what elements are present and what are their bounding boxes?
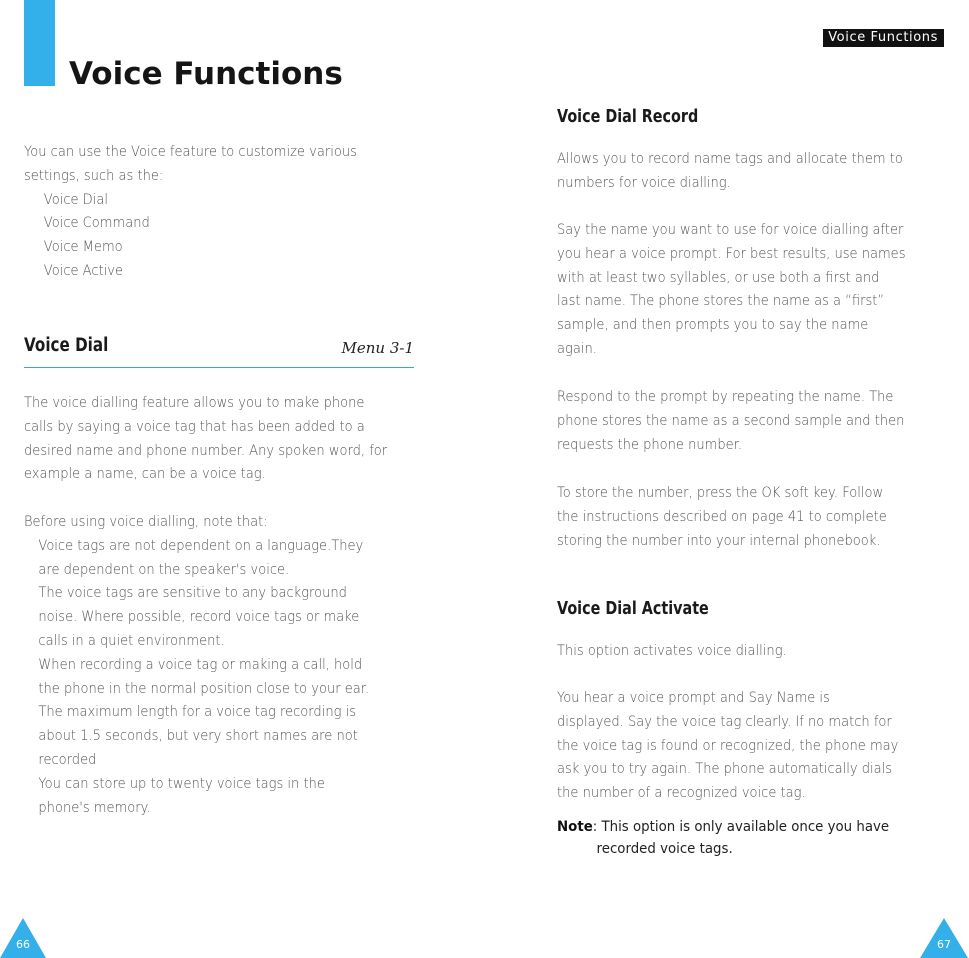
feature-item-voice-memo: Voice Memo — [43, 239, 123, 256]
paragraph-line: You hear a voice prompt and Say Name is — [557, 690, 830, 706]
paragraph-line: To store the number, press the OK soft key. Follow — [557, 485, 884, 501]
title-accent-bar — [24, 0, 55, 86]
note-block — [557, 816, 947, 860]
paragraph-line: desired name and phone number. Any spoken word, for — [24, 442, 388, 459]
right-page-number: 67 — [937, 938, 951, 951]
paragraph-line: ask you to try again. The phone automatically dials — [557, 761, 893, 778]
voice-dial-activate-para1 — [557, 640, 947, 664]
paragraph-line: storing the number into your internal phonebook. — [557, 532, 881, 549]
voice-dial-record-para2 — [557, 219, 947, 362]
voice-dial-record-para3 — [557, 386, 947, 457]
paragraph-line: numbers for voice dialling. — [557, 174, 731, 191]
feature-item-voice-command: Voice Command — [43, 215, 150, 232]
bullet-line: the phone in the normal position close to your ear. — [38, 680, 370, 697]
paragraph-line: the instructions described on page 41 to complete — [557, 508, 887, 525]
bullet-line: noise. Where possible, record voice tags or make — [38, 609, 360, 626]
section-divider — [24, 367, 414, 368]
note-line-2: recorded voice tags. — [596, 841, 733, 857]
bullet-line: When recording a voice tag or making a call, hold — [38, 656, 363, 673]
note-line-1 — [557, 816, 916, 838]
voice-dial-record-heading — [557, 107, 947, 127]
bullet-line: You can store up to twenty voice tags in the — [38, 775, 325, 792]
bullet-line: calls in a quiet environment. — [38, 632, 225, 649]
voice-dial-activate-heading — [557, 599, 947, 619]
intro-section — [24, 141, 414, 284]
subsection-title-voice-dial-activate: Voice Dial Activate — [557, 599, 709, 619]
paragraph-line: This option activates voice dialling. — [557, 643, 787, 659]
notes-intro: Before using voice dialling, note that: — [24, 514, 268, 530]
paragraph-line: the number of a recognized voice tag. — [557, 785, 806, 802]
paragraph-line: last name. The phone stores the name as a “first” — [557, 293, 885, 310]
left-page-number: 66 — [16, 938, 30, 951]
bullet-line: The voice tags are sensitive to any background — [38, 585, 347, 602]
paragraph-line: with at least two syllables, or use both a first and — [557, 269, 880, 286]
subsection-title-voice-dial-record: Voice Dial Record — [557, 107, 699, 127]
paragraph-line: Allows you to record name tags and allocate them to — [557, 151, 903, 167]
note-label: Note — [557, 819, 593, 835]
bullet-line: phone's memory. — [38, 799, 151, 816]
intro-line: settings, such as the: — [24, 167, 164, 184]
bullet-line: recorded — [38, 751, 97, 768]
menu-reference: Menu 3-1 — [341, 339, 414, 357]
note-text: : This option is only available once you have — [592, 819, 890, 835]
paragraph-line: Respond to the prompt by repeating the name. The — [557, 389, 894, 405]
running-header: Voice Functions — [823, 29, 944, 47]
paragraph-line: sample, and then prompts you to say the name — [557, 317, 869, 334]
paragraph-line: displayed. Say the voice tag clearly. If no match for — [557, 713, 892, 730]
voice-dial-heading — [24, 335, 414, 365]
intro-line: You can use the Voice feature to customize various — [24, 144, 357, 160]
feature-item-voice-active: Voice Active — [43, 262, 124, 279]
paragraph-line: you hear a voice prompt. For best results, use names — [557, 245, 906, 262]
voice-dial-activate-para2 — [557, 687, 947, 806]
paragraph-line: The voice dialling feature allows you to make phone — [24, 395, 365, 411]
feature-item-voice-dial: Voice Dial — [43, 191, 108, 208]
section-title-voice-dial: Voice Dial — [24, 335, 109, 356]
voice-dial-notes — [24, 511, 414, 820]
paragraph-line: the voice tag is found or recognized, the phone may — [557, 737, 899, 754]
paragraph-line: Say the name you want to use for voice dialling after — [557, 222, 904, 238]
voice-dial-body — [24, 392, 414, 487]
bullet-line: The maximum length for a voice tag recording is — [38, 704, 357, 721]
paragraph-line: again. — [557, 340, 597, 357]
bullet-line: about 1.5 seconds, but very short names are not — [38, 728, 358, 745]
voice-dial-record-para1 — [557, 148, 947, 196]
paragraph-line: requests the phone number. — [557, 436, 742, 453]
bullet-line: are dependent on the speaker's voice. — [38, 561, 290, 578]
paragraph-line: phone stores the name as a second sample and then — [557, 412, 905, 429]
paragraph-line: example a name, can be a voice tag. — [24, 466, 266, 483]
voice-dial-record-para4 — [557, 482, 947, 553]
page-title: Voice Functions — [69, 56, 343, 92]
bullet-line: Voice tags are not dependent on a language.They — [38, 537, 364, 554]
paragraph-line: calls by saying a voice tag that has been added to a — [24, 418, 365, 435]
